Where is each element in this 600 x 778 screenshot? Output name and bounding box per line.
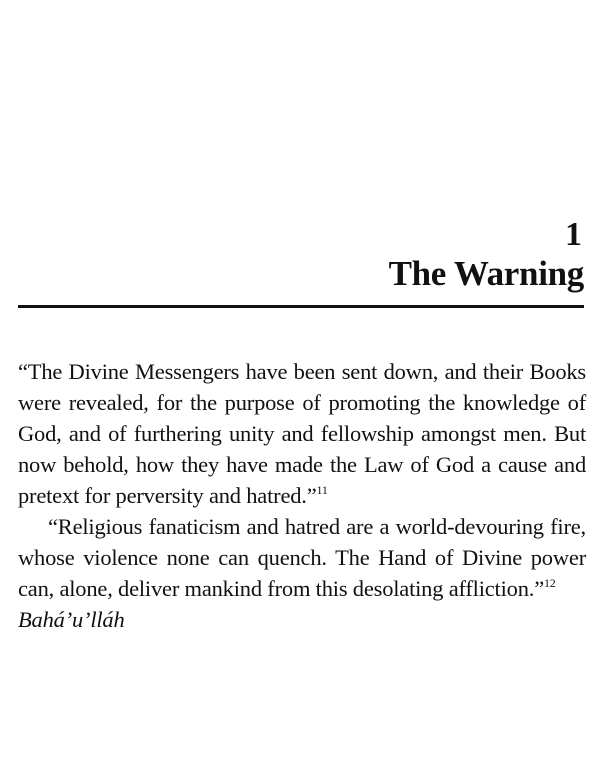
quote-paragraph	[18, 356, 586, 511]
title-rule	[18, 305, 584, 308]
quote-block	[18, 356, 586, 635]
attribution: Bahá’u’lláh	[18, 607, 125, 632]
chapter-title: The Warning	[388, 254, 584, 293]
quote-text: “Religious fanaticism and hatred are a world-devouring fire, whose violence none can quench. The Hand of Divine power can, alone, deliver mankind from this desolating affliction.”	[18, 514, 586, 601]
footnote-marker: 12	[543, 576, 556, 590]
chapter-number: 1	[565, 216, 582, 253]
footnote-marker: 11	[316, 483, 328, 497]
quote-text: “The Divine Messengers have been sent down, and their Books were revealed, for the purpose of promoting the knowledge of God, and of furthering unity and fellowship amongst men. But now behold, how they have made the Law of God a cause and pretext for perversity and hatred.”	[18, 359, 586, 508]
quote-paragraph	[18, 511, 586, 604]
